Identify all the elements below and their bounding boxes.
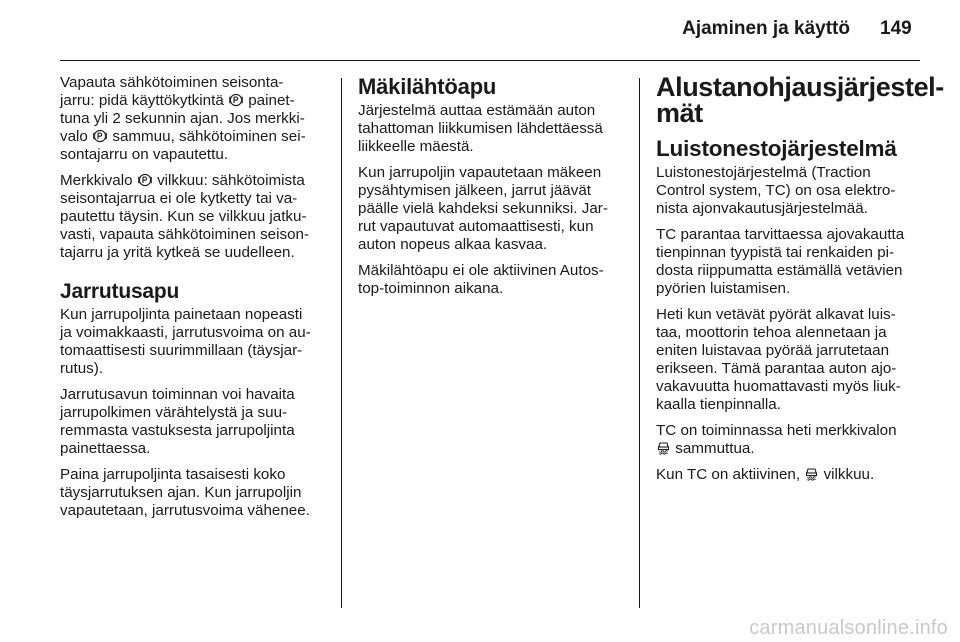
text-line: Luistonestojärjestelmä (Traction <box>656 164 871 181</box>
text-line: liikkeelle mäestä. <box>358 138 474 155</box>
section-heading: Mäkilähtöapu <box>358 74 497 99</box>
paragraph <box>656 422 920 458</box>
paragraph <box>358 102 630 156</box>
text-line: TC parantaa tarvittaessa ajovakautta <box>656 226 905 243</box>
traction-control-icon <box>805 467 818 481</box>
paragraph <box>60 172 332 262</box>
text-line: nista ajonvakautusjärjestelmää. <box>656 200 868 217</box>
text-line: tienpinnan tyypistä tai renkaiden pi- <box>656 244 895 261</box>
text-line: jarrupolkimen värähtelystä ja suu- <box>60 404 288 421</box>
text-line: Kun jarrupoljin vapautetaan mäkeen <box>358 164 602 181</box>
paragraph <box>656 306 920 414</box>
header-rule <box>60 60 920 61</box>
paragraph <box>60 306 332 378</box>
parking-brake-icon <box>138 173 152 187</box>
text-line: Paina jarrupoljinta tasaisesti koko <box>60 466 286 483</box>
text-line: pyörien luistamisen. <box>656 280 791 297</box>
parking-brake-icon <box>93 129 107 143</box>
text-line: tajarru ja yritä kytkeä se uudelleen. <box>60 244 295 261</box>
running-header-title: Ajaminen ja käyttö <box>682 18 850 39</box>
section-heading: Jarrutusapu <box>60 280 180 303</box>
watermark-url: carmanualsonline.info <box>749 617 948 639</box>
column-divider <box>639 78 640 608</box>
text-line: valo sammuu, sähkötoiminen sei- <box>60 128 306 145</box>
paragraph <box>60 74 332 164</box>
text-line: vakavuutta huomattavasti myös liuk- <box>656 378 901 395</box>
text-line: Vapauta sähkötoiminen seisonta- <box>60 74 284 91</box>
text-line: dosta riippumatta estämällä vetävien <box>656 262 903 279</box>
text-line: Kun jarrupoljinta painetaan nopeasti <box>60 306 303 323</box>
paragraph <box>656 226 920 298</box>
column-1 <box>60 74 332 528</box>
text-line: ja voimakkaasti, jarrutusvoima on au- <box>60 324 311 341</box>
text-line: taa, moottorin tehoa alennetaan ja <box>656 324 887 341</box>
text-line: sammuttua. <box>656 440 920 458</box>
section-heading: Luistonestojärjestelmä <box>656 136 897 161</box>
text-line: Heti kun vetävät pyörät alkavat luis- <box>656 306 896 323</box>
text-line: jarru: pidä käyttökytkintä painet- <box>60 92 295 109</box>
text-line: auton nopeus alkaa kasvaa. <box>358 236 548 253</box>
column-2 <box>358 74 630 306</box>
text-line: sontajarru on vapautettu. <box>60 146 229 163</box>
paragraph <box>656 164 920 218</box>
text-line: tomaattisesti suurimmillaan (täysjar- <box>60 342 303 359</box>
column-3 <box>656 72 944 492</box>
text-line: rut vapautuvat automaattisesti, kun <box>358 218 594 235</box>
text-line: Control system, TC) on osa elektro- <box>656 182 896 199</box>
text-line: eniten luistavaa pyörää jarrutetaan <box>656 342 890 359</box>
column-divider <box>341 78 342 608</box>
text-line: vasti, vapauta sähkötoiminen seison- <box>60 226 310 243</box>
text-line: kaalla tienpinnalla. <box>656 396 781 413</box>
text-line: Järjestelmä auttaa estämään auton <box>358 102 596 119</box>
page-number: 149 <box>880 18 912 39</box>
paragraph <box>358 164 630 254</box>
paragraph <box>358 262 630 298</box>
parking-brake-icon <box>229 93 243 107</box>
text-line: Merkkivalo vilkkuu: sähkötoimista <box>60 172 305 189</box>
text-line: päälle vielä kahdeksi sekunniksi. Jar- <box>358 200 608 217</box>
text-line: Kun TC on aktiivinen, vilkkuu. <box>656 466 875 483</box>
text-line: Jarrutusavun toiminnan voi havaita <box>60 386 295 403</box>
text-line: remmasta vastuksesta jarrupoljinta <box>60 422 295 439</box>
text-line: seisontajarrua ei ole kytketty tai va- <box>60 190 298 207</box>
text-line: täysjarrutuksen ajan. Kun jarrupoljin <box>60 484 302 501</box>
text-line: TC on toiminnassa heti merkkivalon <box>656 422 897 439</box>
text-line: Mäkilähtöapu ei ole aktiivinen Autos- <box>358 262 604 279</box>
chapter-heading: Alustanohjausjärjestel- mät <box>656 72 944 128</box>
traction-control-icon <box>657 441 670 455</box>
text-line: vapautetaan, jarrutusvoima vähenee. <box>60 502 310 519</box>
text-line: pautettu täysin. Kun se vilkkuu jatku- <box>60 208 307 225</box>
paragraph <box>656 466 920 484</box>
text-line: top-toiminnon aikana. <box>358 280 504 297</box>
paragraph <box>60 466 332 520</box>
text-line: rutus). <box>60 360 104 377</box>
text-line: erikseen. Tämä parantaa auton ajo- <box>656 360 897 377</box>
text-line: painettaessa. <box>60 440 151 457</box>
text-line: tuna yli 2 sekunnin ajan. Jos merkki- <box>60 110 305 127</box>
paragraph <box>60 386 332 458</box>
text-line: pysähtymisen jälkeen, jarrut jäävät <box>358 182 591 199</box>
text-line: tahattoman liikkumisen lähdettäessä <box>358 120 603 137</box>
